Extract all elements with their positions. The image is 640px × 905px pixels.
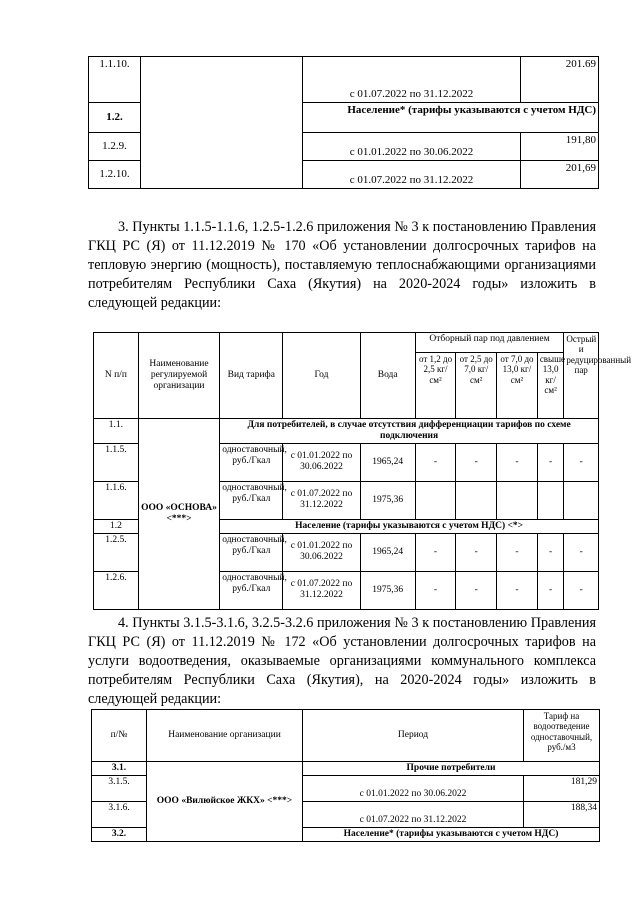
header-pressure-3: от 7,0 до 13,0 кг/см²	[497, 353, 538, 419]
header-water: Вода	[360, 333, 415, 419]
empty-value: -	[415, 533, 456, 571]
header-num: N п/п	[94, 333, 139, 419]
tariff-type: одноставочный, руб./Гкал	[220, 571, 283, 609]
row-number: 3.1.6.	[92, 801, 147, 827]
water-value: 1965,24	[360, 443, 415, 481]
section-number: 1.2	[94, 519, 139, 533]
empty-value: -	[456, 443, 497, 481]
empty-value: -	[537, 571, 564, 609]
empty-value	[564, 481, 599, 519]
empty-value: -	[564, 571, 599, 609]
empty-value: -	[537, 443, 564, 481]
header-steam: Отборный пар под давлением	[415, 333, 564, 353]
row-number: 1.1.5.	[94, 443, 139, 481]
row-number: 1.2.6.	[94, 571, 139, 609]
row-number: 1.2.5.	[94, 533, 139, 571]
empty-value: -	[415, 571, 456, 609]
section-heading	[303, 827, 600, 841]
period-cell: с 01.07.2022 по 31.12.2022	[283, 571, 360, 609]
paragraph-4: 4. Пункты 3.1.5-3.1.6, 3.2.5-3.2.6 приложения № 3 к постановлению Правления ГКЦ РС (Я) от 11.12.2019 № 172 «Об установлении долгосрочных тарифов на услуги водоотведения, оказываемые организациями коммунального комплекса потребителям Республики Саха (Якутия), на 2020-2024 годы» изложить в следующей редакции:	[88, 615, 596, 707]
tariff-value: 181,29	[524, 775, 600, 801]
section-heading-text: Население* (тарифы указываются с учетом НДС)	[347, 104, 596, 116]
empty-value	[497, 481, 538, 519]
period-cell: с 01.07.2022 по 31.12.2022	[303, 801, 524, 827]
period-cell: с 01.01.2022 по 30.06.2022	[303, 775, 524, 801]
header-pressure-1: от 1,2 до 2,5 кг/см²	[415, 353, 456, 419]
header-year: Год	[283, 333, 360, 419]
section-heading: Население (тарифы указываются с учетом НДС) <*>	[220, 519, 599, 533]
row-number: 3.1.5.	[92, 775, 147, 801]
empty-value: -	[456, 571, 497, 609]
tariff-value: 201.69	[521, 57, 599, 103]
header-pressure-2: от 2,5 до 7,0 кг/см²	[456, 353, 497, 419]
section-heading: Для потребителей, в случае отсутствия дифференциации тарифов по схеме подключения	[220, 419, 599, 444]
empty-value: -	[456, 533, 497, 571]
header-tariff: Тариф на водоотведение одноставочный, руб./м3	[524, 710, 600, 762]
empty-value	[415, 481, 456, 519]
tariff-value: 188,34	[524, 801, 600, 827]
paragraph-3: 3. Пункты 1.1.5-1.1.6, 1.2.5-1.2.6 приложения № 3 к постановлению Правления ГКЦ РС (Я) от 11.12.2019 № 170 «Об установлении долгосрочных тарифов на тепловую энергию (мощность), поставляемую теплоснабжающими организациями потребителям Республики Саха (Якутия) на 2020-2024 годы» изложить в следующей редакции:	[88, 219, 596, 311]
section-heading	[303, 103, 599, 133]
row-number: 1.1.10.	[89, 57, 141, 103]
tariff-value: 201,69	[521, 161, 599, 189]
header-sharp-steam: Острый и редуцированный пар	[564, 333, 599, 419]
org-name: ООО «Вилюйское ЖКХ» <***>	[147, 762, 303, 842]
header-num: п/№	[92, 710, 147, 762]
tariff-type: одноставочный, руб./Гкал	[220, 533, 283, 571]
header-org: Наименование регулируемой организации	[138, 333, 219, 419]
row-number: 1.2.10.	[89, 161, 141, 189]
empty-value: -	[564, 533, 599, 571]
tariff-table-heat-continued	[88, 56, 599, 189]
header-pressure-4: свыше 13,0 кг/см²	[537, 353, 564, 419]
org-name: ООО «ОСНОВА» <***>	[138, 419, 219, 610]
period-cell: с 01.01.2022 по 30.06.2022	[283, 533, 360, 571]
water-value: 1975,36	[360, 481, 415, 519]
org-cell	[141, 57, 303, 189]
empty-value: -	[415, 443, 456, 481]
period-cell: с 01.01.2022 по 30.06.2022	[283, 443, 360, 481]
section-number: 1.2.	[89, 103, 141, 133]
empty-value: -	[497, 571, 538, 609]
section-number: 3.1.	[92, 762, 147, 776]
water-value: 1975,36	[360, 571, 415, 609]
section-heading-text: Население* (тарифы указываются с учетом НДС)	[343, 828, 559, 839]
period-cell: с 01.01.2022 по 30.06.2022	[303, 133, 521, 161]
empty-value: -	[497, 443, 538, 481]
row-number: 1.2.9.	[89, 133, 141, 161]
header-type: Вид тарифа	[220, 333, 283, 419]
section-heading: Прочие потребители	[303, 762, 600, 776]
empty-value: -	[564, 443, 599, 481]
empty-value	[537, 481, 564, 519]
tariff-table-heat	[93, 332, 632, 610]
period-cell: с 01.07.2022 по 31.12.2022	[303, 57, 521, 103]
period-cell: с 01.07.2022 по 31.12.2022	[303, 161, 521, 189]
tariff-value: 191,80	[521, 133, 599, 161]
period-cell: с 01.07.2022 по 31.12.2022	[283, 481, 360, 519]
section-number: 1.1.	[94, 419, 139, 444]
water-value: 1965,24	[360, 533, 415, 571]
tariff-type: одноставочный, руб./Гкал	[220, 481, 283, 519]
row-number: 1.1.6.	[94, 481, 139, 519]
tariff-table-wastewater	[91, 709, 600, 842]
empty-value: -	[497, 533, 538, 571]
header-org: Наименование организации	[147, 710, 303, 762]
section-number: 3.2.	[92, 827, 147, 841]
tariff-type: одноставочный, руб./Гкал	[220, 443, 283, 481]
header-period: Период	[303, 710, 524, 762]
empty-value: -	[537, 533, 564, 571]
empty-value	[456, 481, 497, 519]
